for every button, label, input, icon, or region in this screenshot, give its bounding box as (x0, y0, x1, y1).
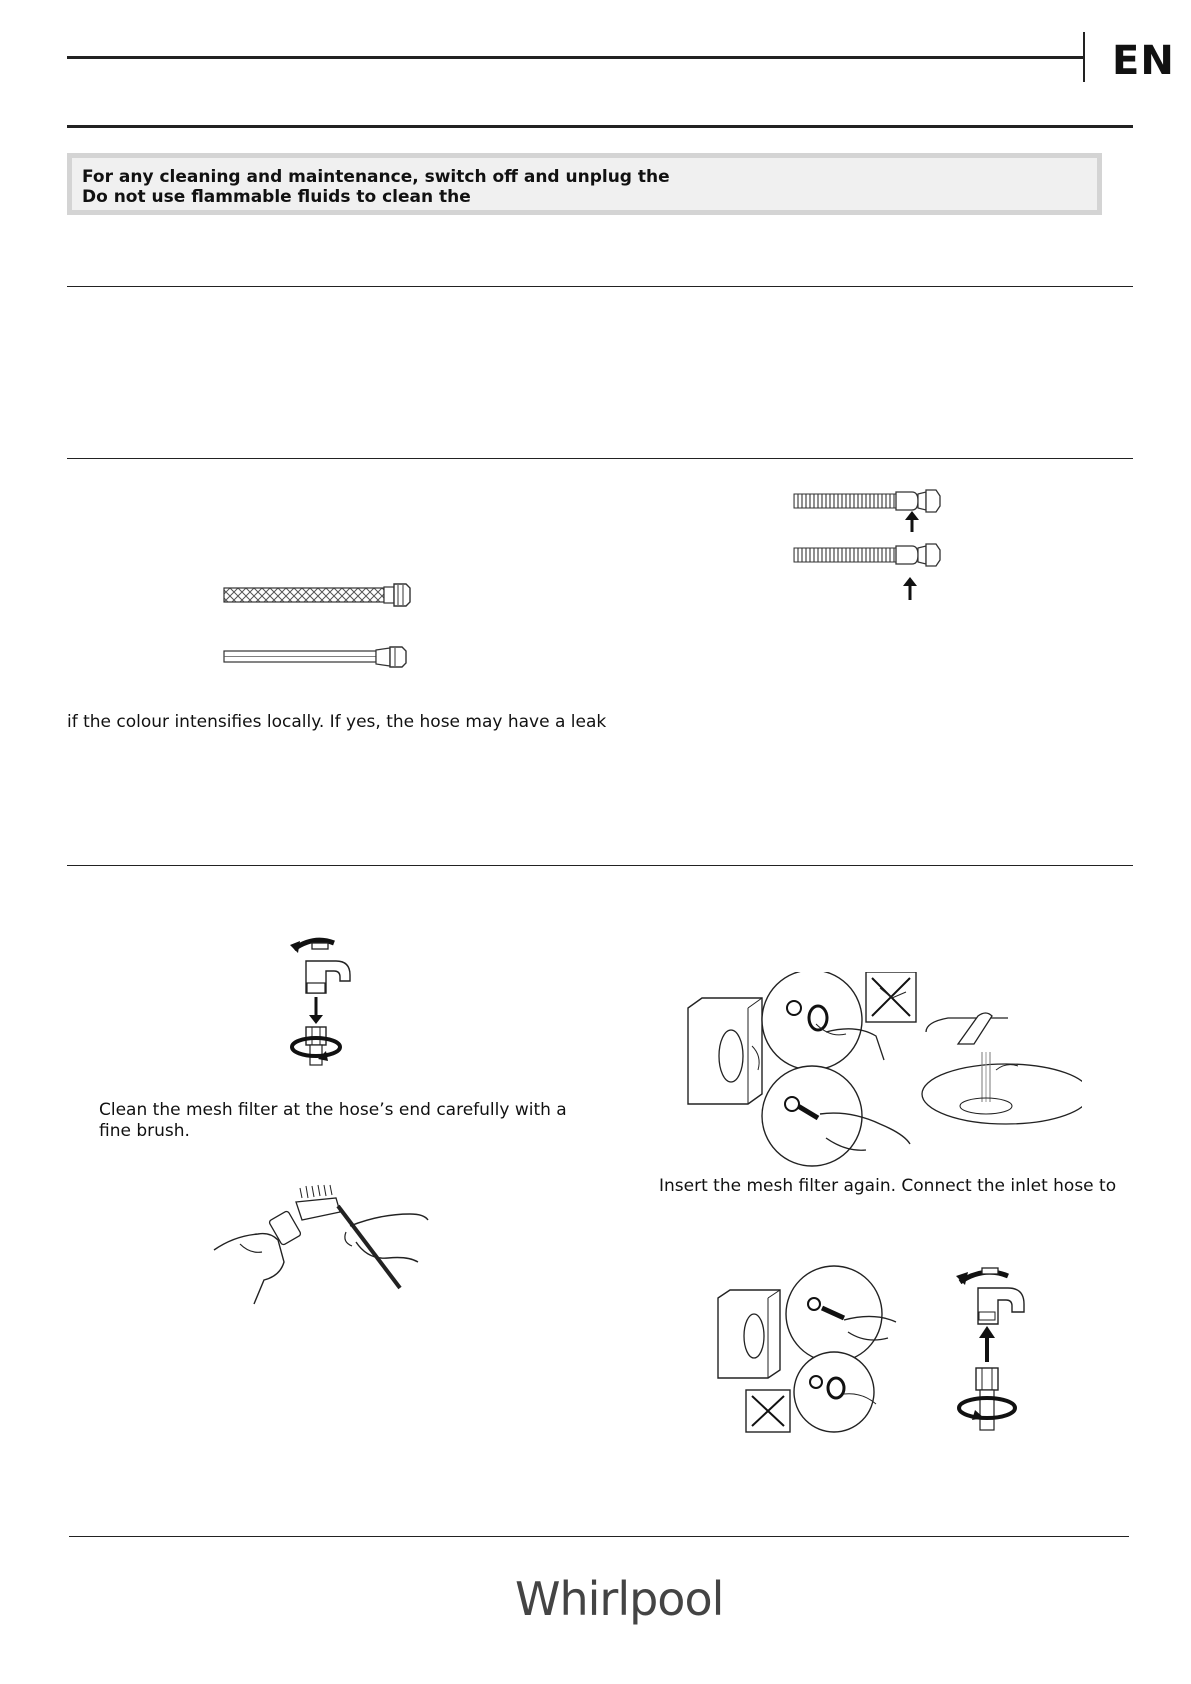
brush-cleaning-icon (210, 1180, 430, 1320)
language-label: EN (1112, 38, 1175, 84)
warning-line-2: Do not use flammable fluids to clean the (82, 187, 471, 207)
section-title-rule (67, 125, 1133, 128)
warning-box (67, 153, 1102, 215)
plain-hose-icon (222, 642, 418, 672)
section-rule-1 (67, 286, 1133, 287)
filter-insert-icon (716, 1264, 916, 1436)
clean-filter-text-1: Clean the mesh filter at the hose’s end carefully with a (99, 1100, 567, 1120)
section-rule-3 (67, 865, 1133, 866)
braided-hose-icon (222, 580, 418, 610)
footer-rule (69, 1536, 1129, 1537)
header-divider (1083, 32, 1085, 82)
section-rule-2 (67, 458, 1133, 459)
tap-unscrew-icon (286, 935, 362, 1071)
brand-logo: Whirlpool (515, 1572, 724, 1626)
filter-removal-icon (686, 972, 1082, 1168)
clean-filter-text-2: fine brush. (99, 1121, 190, 1141)
header-top-rule (67, 56, 1084, 59)
leak-check-text: if the colour intensifies locally. If yes, the hose may have a leak (67, 712, 607, 732)
tap-connect-icon (952, 1258, 1038, 1438)
hose-indicator-icon (792, 486, 962, 602)
insert-filter-text: Insert the mesh filter again. Connect the inlet hose to (659, 1176, 1117, 1196)
warning-line-1: For any cleaning and maintenance, switch off and unplug the (82, 167, 670, 187)
